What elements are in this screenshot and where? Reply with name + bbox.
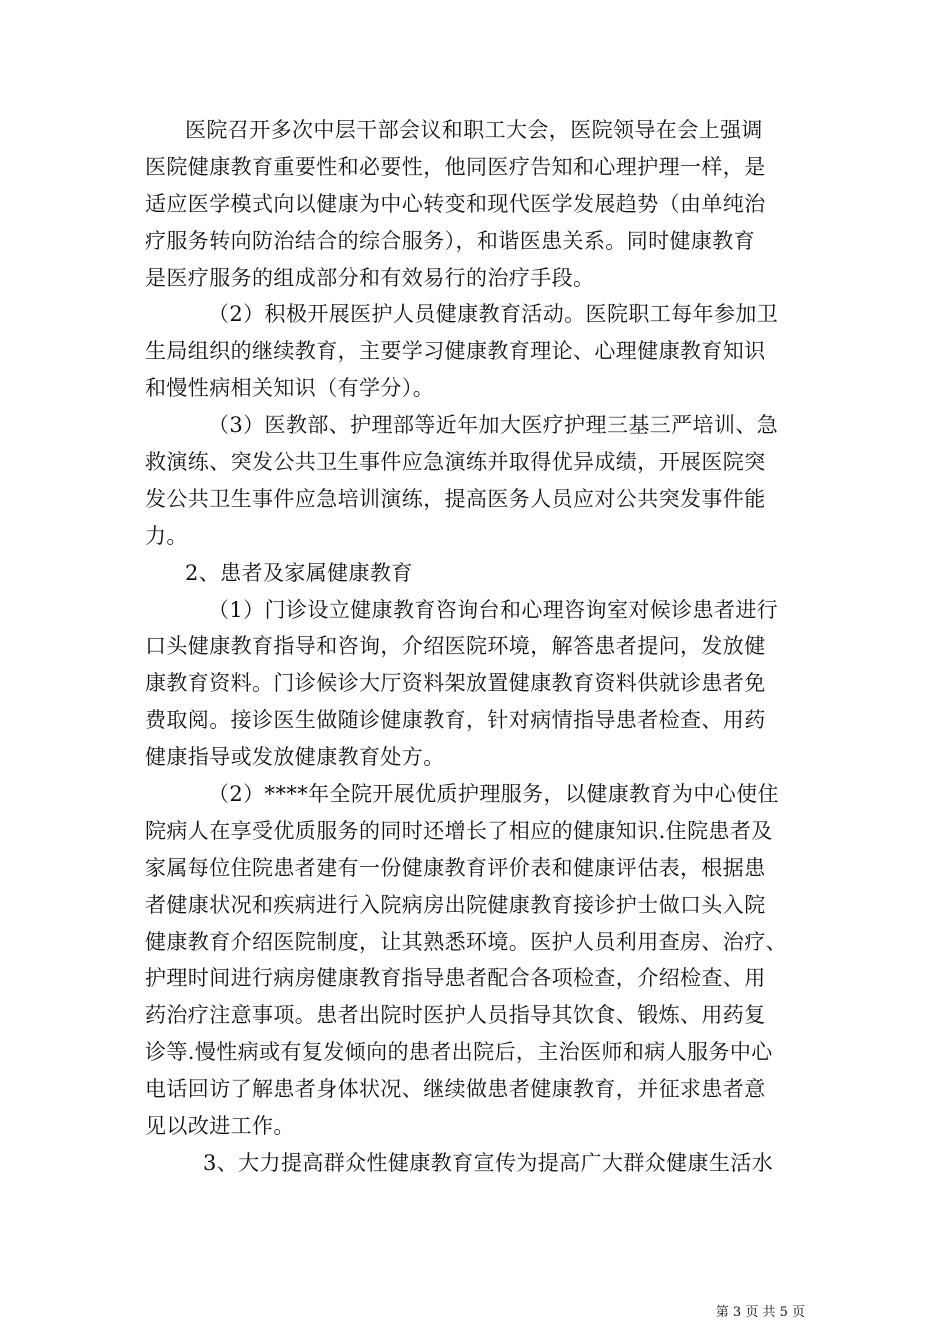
text-line: 诊等.慢性病或有复发倾向的患者出院后，主治医师和病人服务中心	[145, 1040, 773, 1065]
text-line: 救演练、突发公共卫生事件应急演练并取得优异成绩，开展医院突	[145, 450, 766, 475]
text-line: 是医疗服务的组成部分和有效易行的治疗手段。	[145, 265, 595, 290]
text-line: 力。	[145, 523, 188, 548]
text-line: 口头健康教育指导和咨询，介绍医院环境，解答患者提问，发放健	[145, 634, 766, 659]
text-line: 药治疗注意事项。患者出院时医护人员指导其饮食、锻炼、用药复	[145, 1003, 766, 1028]
text-line: 院病人在享受优质服务的同时还增长了相应的健康知识.住院患者及	[145, 818, 773, 843]
text-line: （1）门诊设立健康教育咨询台和心理咨询室对候诊患者进行	[208, 597, 779, 622]
text-line: 康教育资料。门诊候诊大厅资料架放置健康教育资料供就诊患者免	[145, 671, 766, 696]
text-line: 健康教育介绍医院制度，让其熟悉环境。医护人员利用查房、治疗、	[145, 929, 787, 954]
body-text	[145, 112, 805, 1182]
text-line: （2）****年全院开展优质护理服务，以健康教育为中心使住	[208, 782, 779, 807]
text-line: 护理时间进行病房健康教育指导患者配合各项检查，介绍检查、用	[145, 966, 766, 991]
text-line: 费取阅。接诊医生做随诊健康教育，针对病情指导患者检查、用药	[145, 708, 766, 733]
section-heading: 3、大力提高群众性健康教育宣传为提高广大群众健康生活水	[203, 1150, 774, 1175]
text-line: 健康指导或发放健康教育处方。	[145, 745, 445, 770]
text-line: 生局组织的继续教育，主要学习健康教育理论、心理健康教育知识	[145, 339, 766, 364]
text-line: （2）积极开展医护人员健康教育活动。医院职工每年参加卫	[208, 302, 779, 327]
text-line: 医院健康教育重要性和必要性，他同医疗告知和心理护理一样，是	[145, 154, 766, 179]
text-line: 和慢性病相关知识（有学分）。	[145, 376, 435, 401]
text-line: 发公共卫生事件应急培训演练，提高医务人员应对公共突发事件能	[145, 486, 766, 511]
text-line: 适应医学模式向以健康为中心转变和现代医学发展趋势（由单纯治	[145, 191, 766, 216]
text-line: 电话回访了解患者身体状况、继续做患者健康教育，并征求患者意	[145, 1077, 766, 1102]
page-number: 第 3 页 共 5 页	[715, 1305, 805, 1320]
text-line: 医院召开多次中层干部会议和职工大会，医院领导在会上强调	[185, 118, 763, 142]
section-heading: 2、患者及家属健康教育	[185, 560, 413, 585]
text-line: 疗服务转向防治结合的综合服务），和谐医患关系。同时健康教育	[145, 228, 756, 253]
text-line: 者健康状况和疾病进行入院病房出院健康教育接诊护士做口头入院	[145, 892, 766, 917]
text-line: 家属每位住院患者建有一份健康教育评价表和健康评估表，根据患	[145, 855, 766, 880]
text-line: （3）医教部、护理部等近年加大医疗护理三基三严培训、急	[208, 413, 779, 438]
text-line: 见以改进工作。	[145, 1114, 295, 1139]
